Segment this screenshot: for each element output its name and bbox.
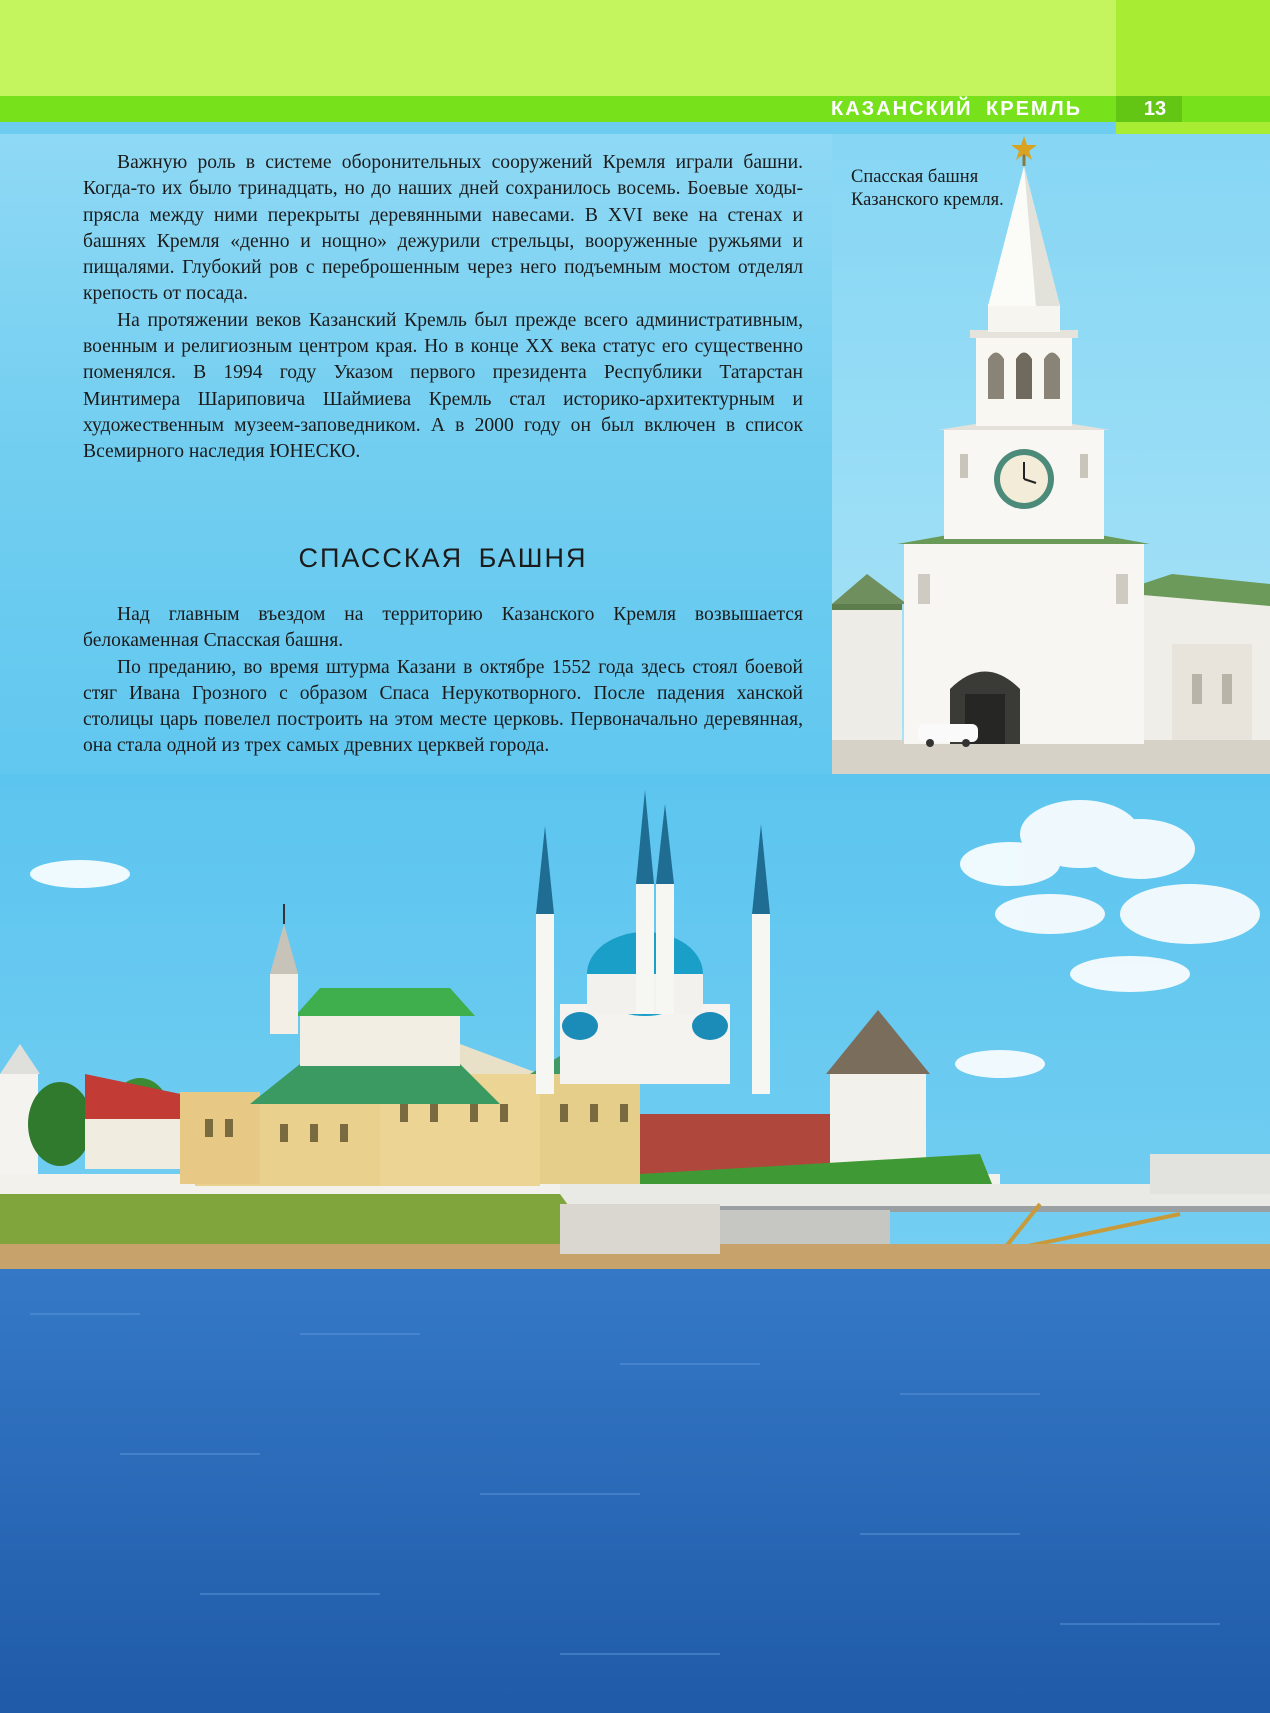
kremlin-panorama-photo xyxy=(0,774,1270,1713)
header-band xyxy=(0,0,1270,96)
spasskaya-tower-photo xyxy=(832,134,1270,774)
paragraph: На протяжении веков Казанский Кремль был прежде всего административным, военным и религиозным центром края. Но в конце XX века статус его существенно поменялся. В 1994 году Указом первого президента Республики Татарстан Минтимера Шариповича Шаймиева Кремль стал историко-архитектурным и художественным музеем-заповедником. А в 2000 году он был включен в список Всемирного наследия ЮНЕСКО. xyxy=(83,309,803,463)
article-body xyxy=(83,150,803,466)
panorama-illustration xyxy=(0,774,1270,1713)
article-body-2 xyxy=(83,602,803,760)
page-number: 13 xyxy=(1143,98,1167,120)
paragraph: По преданию, во время штурма Казани в октябре 1552 года здесь стоял боевой стяг Ивана Грозного с образом Спаса Нерукотворного. После падения ханской столицы царь повелел построить на этом месте церковь. Первоначально деревянная, она стала одной из трех самых древних церквей города. xyxy=(83,656,803,757)
photo-caption: Спасская башня Казанского кремля. xyxy=(851,167,1004,210)
section-heading: СПАССКАЯ БАШНЯ xyxy=(298,543,588,573)
running-head: КАЗАНСКИЙ КРЕМЛЬ xyxy=(831,98,1082,120)
tower-illustration xyxy=(832,134,1270,774)
paragraph: Важную роль в системе оборонительных сооружений Кремля играли башни. Когда-то их было тринадцать, но до наших дней сохранилось восемь. Боевые ходы-прясла между ними перекрыты деревянными навесами. В XVI веке на стенах и башнях Кремля «денно и нощно» дежурили стрельцы, вооруженные ружьями и пищалями. Глубокий ров с переброшенным через него подъемным мостом отделял крепость от посада. xyxy=(83,152,803,305)
paragraph: Над главным въездом на территорию Казанского Кремля возвышается белокаменная Спасская башня. xyxy=(83,604,803,652)
